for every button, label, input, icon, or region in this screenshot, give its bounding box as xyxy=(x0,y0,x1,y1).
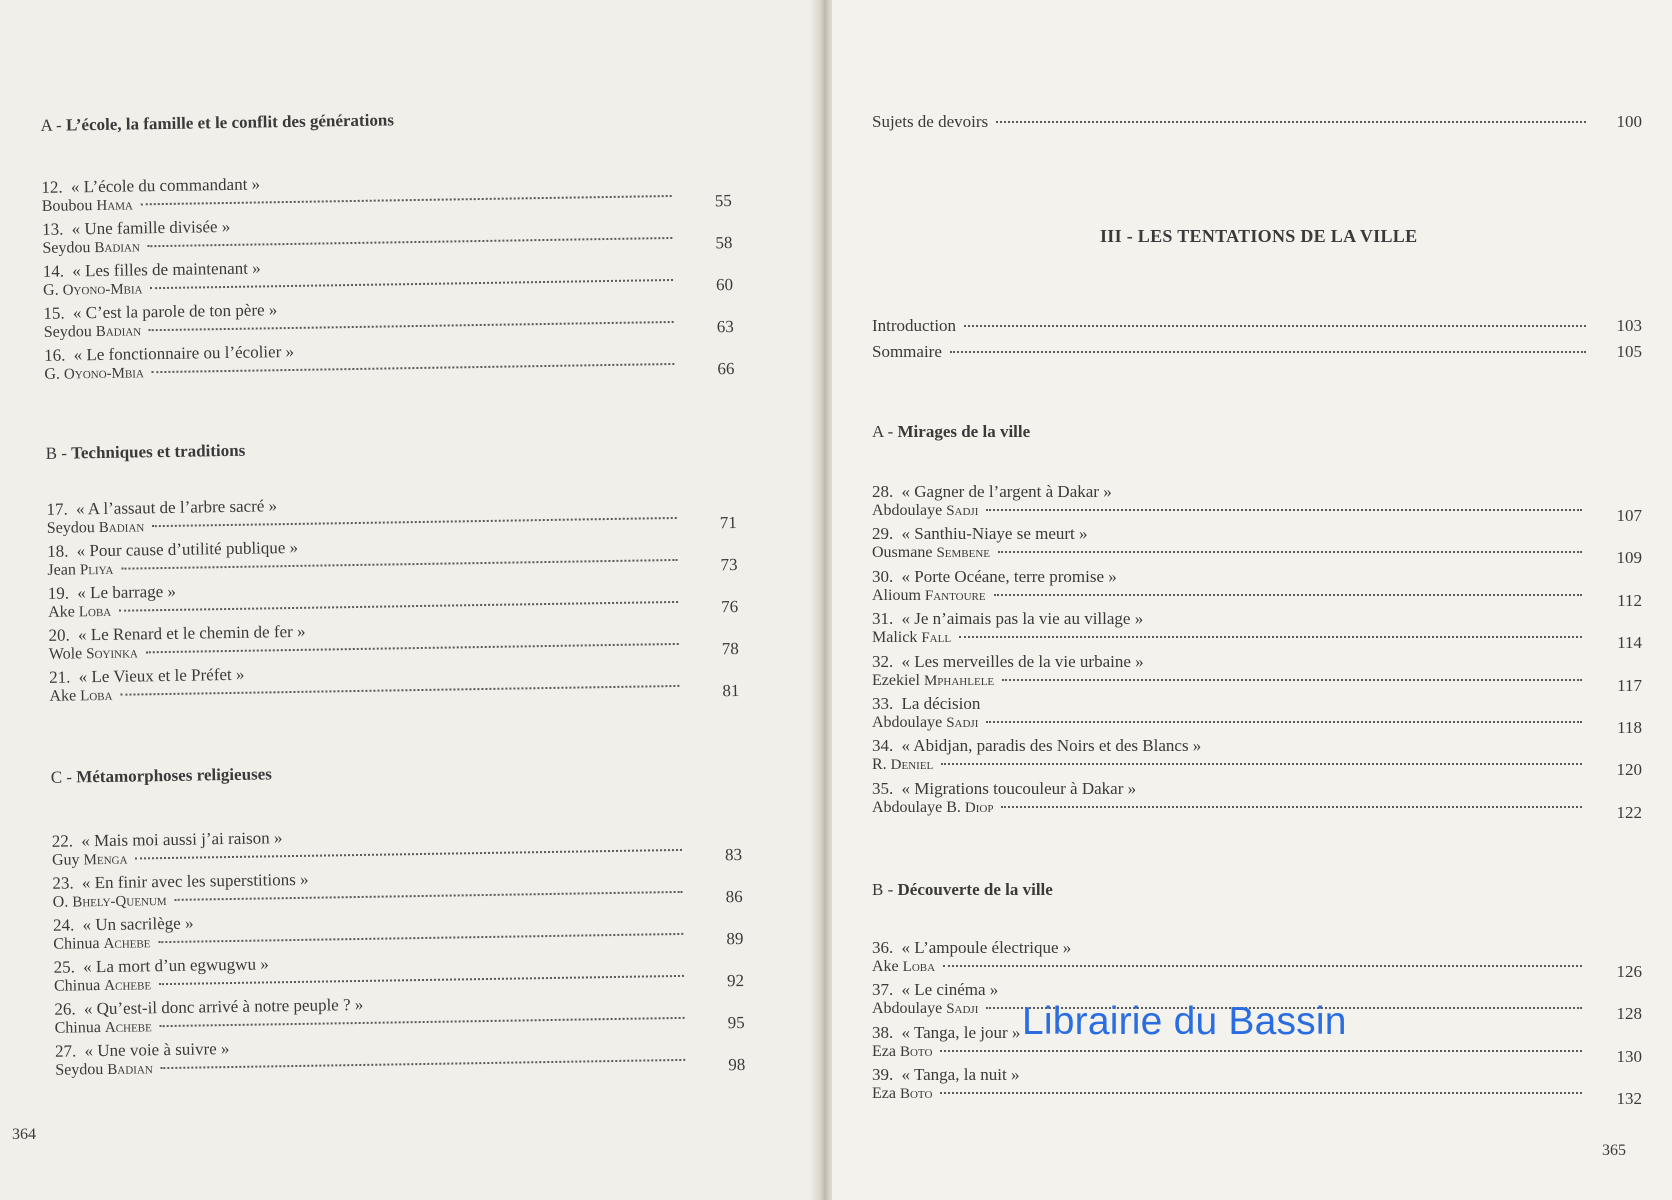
toc-entry xyxy=(872,652,1642,696)
entry-page: 117 xyxy=(1617,675,1642,695)
section-c-entries xyxy=(51,821,746,1079)
entry-title: « C’est la parole de ton père » xyxy=(72,300,278,323)
entry-author xyxy=(872,958,935,976)
author-first-name: G. xyxy=(42,281,59,299)
dot-leader xyxy=(1001,805,1582,808)
entry-author xyxy=(872,714,978,732)
entry-author xyxy=(872,672,994,690)
entry-page: 120 xyxy=(1616,760,1642,780)
entry-page: 130 xyxy=(1616,1046,1642,1066)
author-first-name: Wole xyxy=(48,645,83,663)
author-last-name: Fantoure xyxy=(924,587,986,604)
toc-entry xyxy=(55,1031,746,1086)
section-title: Métamorphoses religieuses xyxy=(76,764,272,787)
entry-number: 36. xyxy=(872,938,894,957)
entry-author-line xyxy=(872,587,1590,605)
entry-page: 76 xyxy=(720,597,739,617)
entry-number: 13. xyxy=(41,219,64,239)
dot-leader xyxy=(158,932,683,943)
entry-number: 39. xyxy=(872,1065,894,1085)
author-first-name: Seydou xyxy=(46,519,95,537)
dot-leader xyxy=(152,516,677,527)
entry-author xyxy=(44,322,142,342)
section-a-heading xyxy=(872,422,1030,442)
entry-title: « Le fonctionnaire ou l’écolier » xyxy=(73,341,295,365)
entry-author xyxy=(44,364,144,384)
section-a-entries xyxy=(41,167,735,383)
entry-author xyxy=(872,799,993,817)
entry-page: 112 xyxy=(1617,590,1642,610)
entry-title: « Une famille divisée » xyxy=(71,216,231,239)
toc-entry xyxy=(872,482,1642,526)
dot-leader xyxy=(175,890,683,901)
entry-number: 20. xyxy=(48,625,70,645)
toc-entry xyxy=(872,609,1642,653)
author-last-name: Hama xyxy=(96,197,134,215)
dot-leader xyxy=(940,1049,1582,1052)
author-first-name: Eza xyxy=(872,1085,896,1103)
entry-title-line xyxy=(48,582,176,604)
author-first-name: Chinua xyxy=(53,935,100,953)
toc-entry xyxy=(44,335,735,390)
entry-page: 132 xyxy=(1616,1089,1642,1109)
author-first-name: Chinua xyxy=(53,977,101,995)
entry-author xyxy=(42,196,133,215)
entry-page: 89 xyxy=(726,928,744,949)
page-ref: 105 xyxy=(1616,342,1642,361)
toc-entry xyxy=(872,1065,1642,1109)
left-page xyxy=(0,0,818,1200)
entry-author xyxy=(47,561,113,580)
entry-title-line xyxy=(872,524,1088,544)
page-ref: 103 xyxy=(1616,316,1642,335)
author-last-name: Achebe xyxy=(103,935,151,953)
entry-author xyxy=(54,976,151,996)
author-first-name: Abdoulaye B. xyxy=(872,798,961,816)
entry-title: « Le Renard et le chemin de fer » xyxy=(77,621,306,645)
entry-page: 128 xyxy=(1616,1004,1642,1024)
entry-page: 92 xyxy=(726,970,745,991)
entry-page: 122 xyxy=(1616,802,1642,822)
author-first-name: Chinua xyxy=(54,1019,102,1037)
entry-number: 37. xyxy=(872,980,894,1000)
dot-leader xyxy=(135,848,682,860)
entry-page: 58 xyxy=(715,233,733,253)
toc-entry xyxy=(872,567,1642,611)
entry-title: « Pour cause d’utilité publique » xyxy=(76,537,299,561)
entry-title: « Qu’est-il donc arrivé à notre peuple ? » xyxy=(83,994,364,1019)
page-number: 365 xyxy=(1602,1142,1626,1159)
entry-author-line xyxy=(872,756,1590,774)
author-first-name: G. xyxy=(44,365,61,383)
row-label: Introduction xyxy=(872,316,957,335)
entry-author xyxy=(872,544,990,562)
entry-title: « Migrations toucouleur à Dakar » xyxy=(901,778,1137,798)
toc-entry xyxy=(872,779,1642,823)
author-last-name: Diop xyxy=(964,799,994,816)
author-last-name: Mphahlele xyxy=(923,672,995,689)
entry-author xyxy=(872,502,978,520)
entry-page: 95 xyxy=(727,1012,745,1033)
toc-entry xyxy=(872,694,1642,738)
author-last-name: Achebe xyxy=(104,1019,152,1037)
entry-title: « Tanga, la nuit » xyxy=(901,1065,1020,1085)
author-first-name: Seydou xyxy=(42,239,91,257)
author-last-name: Menga xyxy=(83,851,128,869)
toc-entry xyxy=(49,657,740,712)
entry-author xyxy=(48,603,111,622)
author-last-name: Badian xyxy=(98,519,145,537)
dot-leader xyxy=(141,194,672,205)
section-letter: B - xyxy=(45,443,72,463)
entry-author xyxy=(53,934,150,954)
entry-author xyxy=(42,238,140,258)
toc-entry xyxy=(872,736,1642,780)
entry-author-line xyxy=(872,958,1590,976)
dot-leader xyxy=(152,362,675,373)
entry-title-line xyxy=(55,1039,230,1062)
entry-author-line xyxy=(872,1085,1590,1103)
entry-author xyxy=(43,280,143,300)
entry-author-line xyxy=(872,544,1590,562)
entry-title: « Gagner de l’argent à Dakar » xyxy=(901,482,1112,501)
dot-leader xyxy=(964,324,1586,327)
author-last-name: Loba xyxy=(80,687,113,705)
entry-number: 22. xyxy=(51,831,74,851)
entry-author-line xyxy=(872,629,1590,647)
entry-author xyxy=(872,587,986,605)
entry-number: 38. xyxy=(872,1022,894,1042)
author-first-name: Ezekiel xyxy=(872,671,920,689)
entry-title: « L’ampoule électrique » xyxy=(901,938,1072,957)
page-ref: 100 xyxy=(1616,112,1642,131)
dot-leader xyxy=(149,320,674,331)
entry-title-line xyxy=(872,482,1112,502)
dot-leader xyxy=(161,1058,686,1069)
section-letter: B - xyxy=(872,880,898,899)
entry-page: 60 xyxy=(715,275,734,295)
author-first-name: Eza xyxy=(872,1042,896,1060)
entry-author-line xyxy=(872,1043,1590,1061)
entry-author xyxy=(872,629,951,647)
author-last-name: Bhely-Quenum xyxy=(72,893,167,911)
author-first-name: Seydou xyxy=(55,1061,104,1079)
author-first-name: R. xyxy=(872,756,887,774)
entry-title-line xyxy=(872,609,1143,629)
entry-author xyxy=(872,1000,978,1018)
entry-title: « Le cinéma » xyxy=(901,980,999,1000)
entry-page: 114 xyxy=(1617,633,1642,653)
author-last-name: Oyono-Mbia xyxy=(62,281,143,299)
author-last-name: Sadji xyxy=(946,1001,979,1018)
entry-author-line xyxy=(872,714,1590,732)
entry-title: « L’école du commandant » xyxy=(70,174,261,197)
dot-leader xyxy=(148,236,673,247)
section-b-heading xyxy=(872,880,1053,900)
section-title: Découverte de la ville xyxy=(897,880,1053,899)
row-label: Sujets de devoirs xyxy=(872,112,989,131)
entry-title: « Une voie à suivre » xyxy=(84,1039,230,1061)
entry-author xyxy=(55,1018,152,1038)
section-b-heading xyxy=(46,441,246,464)
author-first-name: Boubou xyxy=(41,197,93,215)
author-last-name: Sadji xyxy=(946,503,979,519)
toc-entry xyxy=(872,524,1642,568)
entry-title-line xyxy=(872,980,998,1000)
entry-title: La décision xyxy=(901,694,981,713)
author-first-name: Seydou xyxy=(43,323,92,341)
entry-number: 34. xyxy=(872,736,894,756)
entry-page: 107 xyxy=(1616,506,1642,525)
entry-number: 14. xyxy=(42,261,65,281)
entry-title: « En finir avec les superstitions » xyxy=(81,869,309,893)
entry-author-line xyxy=(872,672,1590,690)
row-label: Sommaire xyxy=(872,342,942,361)
entry-page: 109 xyxy=(1616,548,1642,568)
author-first-name: Ake xyxy=(49,687,77,705)
section-a-heading xyxy=(40,110,394,136)
entry-page: 86 xyxy=(725,886,743,907)
dot-leader xyxy=(996,120,1586,123)
dot-leader xyxy=(1002,678,1582,681)
entry-title-line xyxy=(872,938,1071,958)
entry-number: 31. xyxy=(872,609,894,629)
entry-page: 126 xyxy=(1616,962,1642,981)
author-first-name: Ake xyxy=(872,958,899,975)
entry-title: « Porte Océane, terre promise » xyxy=(901,566,1117,586)
entry-number: 30. xyxy=(872,566,894,586)
author-last-name: Pliya xyxy=(79,561,114,579)
author-last-name: Loba xyxy=(78,603,112,621)
entry-author xyxy=(53,892,167,912)
entry-author xyxy=(49,687,112,706)
entry-number: 26. xyxy=(54,999,76,1019)
author-first-name: Guy xyxy=(51,851,80,869)
entry-number: 29. xyxy=(872,524,894,544)
author-first-name: Malick xyxy=(872,629,918,647)
section-title: L’école, la famille et le conflit des générations xyxy=(65,110,395,135)
author-first-name: Jean xyxy=(47,561,77,579)
dot-leader xyxy=(994,593,1582,596)
author-last-name: Oyono-Mbia xyxy=(63,365,144,383)
dot-leader xyxy=(120,684,679,696)
section-letter: A - xyxy=(40,115,67,135)
entry-title-line xyxy=(872,652,1144,672)
author-last-name: Badian xyxy=(107,1061,153,1078)
entry-page: 63 xyxy=(716,317,734,337)
author-last-name: Badian xyxy=(95,323,142,341)
entry-title: « Abidjan, paradis des Noirs et des Blancs » xyxy=(901,736,1202,756)
entry-author xyxy=(872,1085,932,1103)
entry-title-line xyxy=(872,779,1136,799)
entry-author-line xyxy=(872,799,1590,817)
author-last-name: Sembene xyxy=(936,545,990,562)
entry-author xyxy=(47,518,145,538)
author-last-name: Boto xyxy=(899,1043,933,1060)
entry-title: « Je n’aimais pas la vie au village » xyxy=(901,609,1144,629)
author-first-name: Alioum xyxy=(872,586,921,604)
entry-title: « Les merveilles de la vie urbaine » xyxy=(901,651,1144,671)
entry-author xyxy=(49,644,138,663)
entry-page: 98 xyxy=(728,1054,746,1075)
entry-author xyxy=(872,756,933,774)
author-first-name: Abdoulaye xyxy=(872,502,943,519)
entry-title: « La mort d’un egwugwu » xyxy=(83,954,269,977)
entry-number: 24. xyxy=(52,915,75,935)
entry-number: 33. xyxy=(872,694,894,713)
section-c-heading xyxy=(51,764,272,787)
entry-page: 81 xyxy=(722,680,740,701)
entry-title: « Un sacrilège » xyxy=(82,913,194,935)
entry-title-line xyxy=(872,567,1117,587)
entry-page: 118 xyxy=(1617,718,1642,737)
author-last-name: Achebe xyxy=(104,977,152,995)
entry-number: 35. xyxy=(872,778,894,798)
dot-leader xyxy=(986,720,1582,723)
entry-title: « Santhiu-Niaye se meurt » xyxy=(901,524,1088,544)
dot-leader xyxy=(146,642,679,653)
entry-title-line xyxy=(872,736,1201,756)
page-number: 364 xyxy=(12,1126,36,1143)
entry-page: 78 xyxy=(721,638,739,659)
section-title: Techniques et traditions xyxy=(70,440,246,463)
entry-author xyxy=(52,851,128,870)
entry-author xyxy=(872,1043,932,1061)
entry-number: 17. xyxy=(46,499,68,519)
entry-title-line xyxy=(872,694,980,714)
section-b-entries xyxy=(46,489,740,705)
entry-number: 19. xyxy=(47,583,70,603)
entry-page: 73 xyxy=(720,555,738,575)
entry-page: 71 xyxy=(719,513,737,533)
entry-author-line xyxy=(872,502,1590,520)
entry-number: 23. xyxy=(52,873,74,893)
entry-number: 28. xyxy=(872,482,894,501)
author-first-name: Ake xyxy=(48,603,75,621)
author-last-name: Boto xyxy=(899,1086,933,1103)
entry-title-line xyxy=(53,914,194,936)
entry-number: 18. xyxy=(47,541,69,561)
entry-page: 83 xyxy=(724,844,743,865)
dot-leader xyxy=(150,278,673,289)
sommaire-row xyxy=(872,342,1642,366)
author-last-name: Sadji xyxy=(946,715,979,731)
entry-title: « A l’assaut de l’arbre sacré » xyxy=(75,496,278,519)
entry-number: 16. xyxy=(43,345,66,365)
author-last-name: Deniel xyxy=(890,757,934,774)
author-last-name: Badian xyxy=(94,239,141,257)
part-title: III - LES TENTATIONS DE LA VILLE xyxy=(1100,226,1418,246)
section-letter: C - xyxy=(50,767,77,787)
dot-leader xyxy=(121,558,677,570)
toc-entry xyxy=(872,938,1642,982)
entry-title-line xyxy=(872,1023,1020,1043)
entry-title: « Tanga, le jour » xyxy=(901,1022,1021,1042)
entry-title: « Le barrage » xyxy=(77,581,177,603)
dot-leader xyxy=(950,350,1586,353)
entry-number: 25. xyxy=(53,957,76,977)
dot-leader xyxy=(986,508,1582,511)
section-letter: A - xyxy=(872,422,898,441)
author-first-name: Abdoulaye xyxy=(872,1000,943,1018)
left-toc xyxy=(11,0,771,1079)
dot-leader xyxy=(159,974,684,985)
dot-leader xyxy=(941,762,1582,765)
watermark: Librairie du Bassin xyxy=(1022,1000,1347,1043)
dot-leader xyxy=(160,1016,685,1027)
entry-number: 15. xyxy=(43,303,65,323)
entry-number: 21. xyxy=(49,667,71,687)
sujets-row xyxy=(872,112,1642,136)
author-last-name: Loba xyxy=(902,959,936,975)
author-first-name: Ousmane xyxy=(872,544,933,562)
entry-number: 32. xyxy=(872,651,894,671)
entry-author xyxy=(55,1060,153,1080)
dot-leader xyxy=(998,550,1582,553)
author-first-name: Abdoulaye xyxy=(872,714,943,731)
entry-title-line xyxy=(872,1065,1019,1085)
dot-leader xyxy=(940,1091,1582,1094)
entry-title: « Les filles de maintenant » xyxy=(72,258,261,281)
author-last-name: Soyinka xyxy=(86,645,139,663)
entry-title: « Mais moi aussi j’ai raison » xyxy=(81,828,283,851)
entry-title: « Le Vieux et le Préfet » xyxy=(78,664,245,687)
dot-leader xyxy=(119,600,678,612)
entry-number: 27. xyxy=(54,1041,77,1061)
section-title: Mirages de la ville xyxy=(897,422,1031,441)
entry-page: 66 xyxy=(717,359,735,379)
introduction-row xyxy=(872,316,1642,340)
author-last-name: Fall xyxy=(921,630,952,647)
dot-leader xyxy=(943,964,1582,967)
entry-number: 12. xyxy=(41,177,63,197)
author-first-name: O. xyxy=(52,893,69,911)
entry-page: 55 xyxy=(714,191,732,211)
dot-leader xyxy=(959,635,1582,638)
